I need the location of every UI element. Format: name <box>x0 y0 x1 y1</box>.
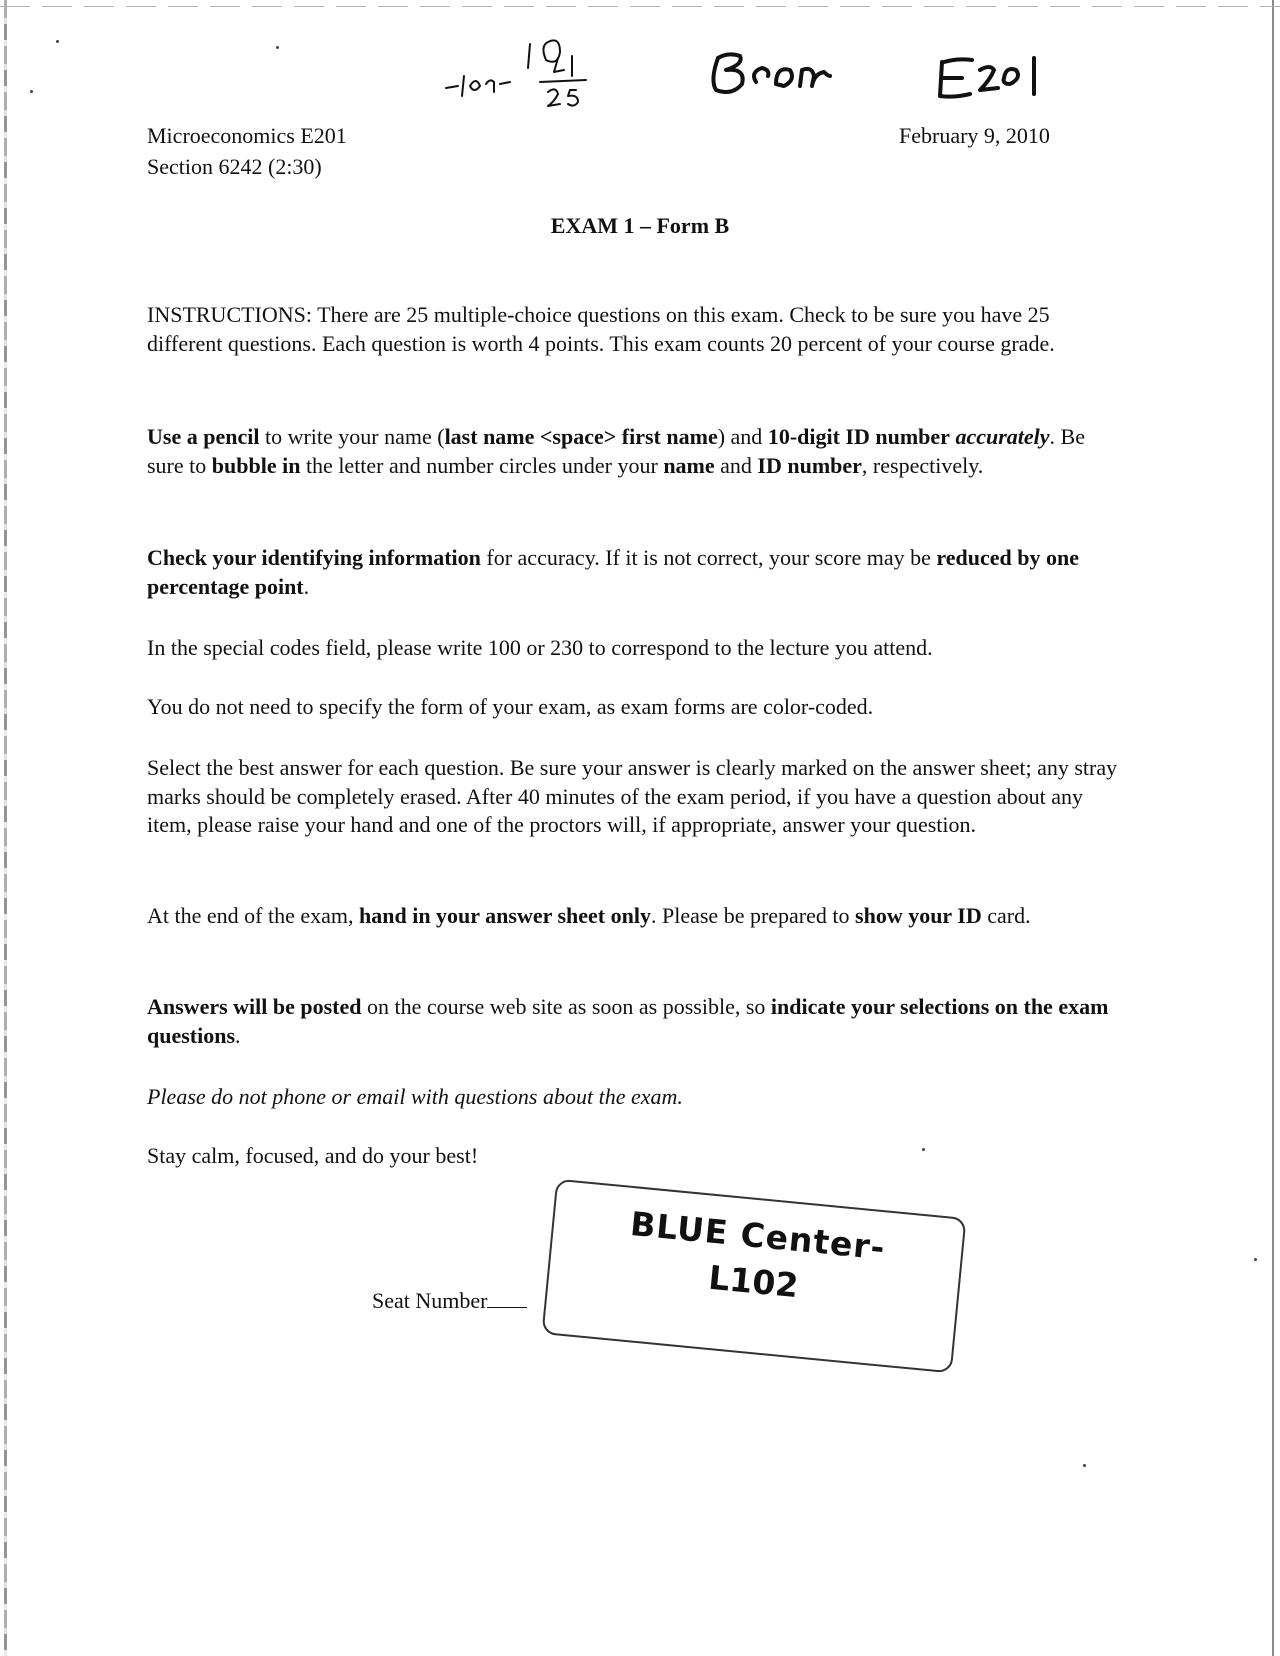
bold-text: name <box>663 452 715 478</box>
plain-text: . Please be prepared to <box>650 903 856 928</box>
bold-text: ID number <box>757 452 862 478</box>
italic-text: Please do not phone or email with questions about the exam. <box>147 1084 683 1109</box>
scan-edge-left <box>4 0 7 1656</box>
plain-text: card. <box>981 903 1031 928</box>
bold-text: 10-digit ID number <box>767 424 950 449</box>
plain-text: . <box>303 573 310 599</box>
no-contact-paragraph <box>147 1083 1127 1112</box>
stamp-room: L102 <box>706 1257 801 1306</box>
seat-stamp <box>541 1179 966 1374</box>
form-paragraph: You do not need to specify the form of your exam, as exam forms are color-coded. <box>147 694 874 719</box>
section-number: Section 6242 (2:30) <box>147 154 322 179</box>
plain-text: to write your name ( <box>259 424 445 449</box>
stamp-location: BLUE Center- <box>628 1204 888 1268</box>
bold-text: last name <space> first name <box>444 424 718 449</box>
plain-text: for accuracy. If it is not correct, your score may be <box>480 545 937 570</box>
seat-number-blank <box>487 1289 527 1308</box>
answers-posted-paragraph <box>147 993 1127 1050</box>
bold-text: Answers will be posted <box>147 994 362 1019</box>
plain-text: At the end of the exam, <box>147 903 359 928</box>
bold-text: show your ID <box>855 903 982 928</box>
plain-text: . <box>235 1022 241 1048</box>
special-codes-paragraph: In the special codes field, please write 100 or 230 to correspond to the lecture you attend. <box>147 635 933 660</box>
bold-text: Check your identifying information <box>147 545 481 570</box>
bold-text: Use a pencil <box>147 424 260 449</box>
exam-date: February 9, 2010 <box>899 123 1050 148</box>
seat-number-label: Seat Number <box>372 1288 488 1313</box>
handwritten-annotations <box>0 0 1280 140</box>
plain-text: , respectively. <box>861 452 984 478</box>
plain-text: on the course web site as soon as possible, so <box>361 994 771 1019</box>
course-header <box>147 120 347 182</box>
bold-text: indicate your selections on the exam questions <box>147 994 1109 1048</box>
bold-text: hand in your answer sheet only <box>359 903 651 928</box>
scan-speck <box>1254 1258 1257 1261</box>
scan-speck <box>1083 1464 1086 1467</box>
bold-text: bubble in <box>211 452 301 478</box>
end-of-exam-paragraph <box>147 902 1127 931</box>
course-name: Microeconomics E201 <box>147 123 347 148</box>
pencil-paragraph <box>147 423 1127 480</box>
plain-text: ) and <box>717 424 768 449</box>
scan-edge-right <box>1272 0 1274 1656</box>
plain-text: the letter and number circles under your <box>300 452 664 478</box>
stay-calm-paragraph: Stay calm, focused, and do your best! <box>147 1143 479 1168</box>
check-paragraph <box>147 544 1127 601</box>
seat-number-field <box>372 1288 527 1314</box>
bold-text: reduced by one percentage point <box>147 545 1079 599</box>
plain-text: . Be sure to <box>147 424 1085 478</box>
handwritten-course-label <box>713 54 1034 96</box>
exam-title: EXAM 1 – Form B <box>550 213 730 238</box>
select-answer-paragraph: Select the best answer for each question. Be sure your answer is clearly marked on the answer sheet; any stray marks should be completely erased. After 40 minutes of the exam period, if you have a question about any item, please raise your hand and one of the proctors will, if appropriate, answer your question. <box>147 755 1118 837</box>
italic-text: accurately <box>955 424 1050 449</box>
instructions-paragraph: INSTRUCTIONS: There are 25 multiple-choice questions on this exam. Check to be sure you have 25 different questions. Each question is worth 4 points. This exam counts 20 percent of your course grade. <box>147 302 1055 356</box>
handwritten-score <box>446 40 586 106</box>
plain-text: and <box>714 452 758 478</box>
